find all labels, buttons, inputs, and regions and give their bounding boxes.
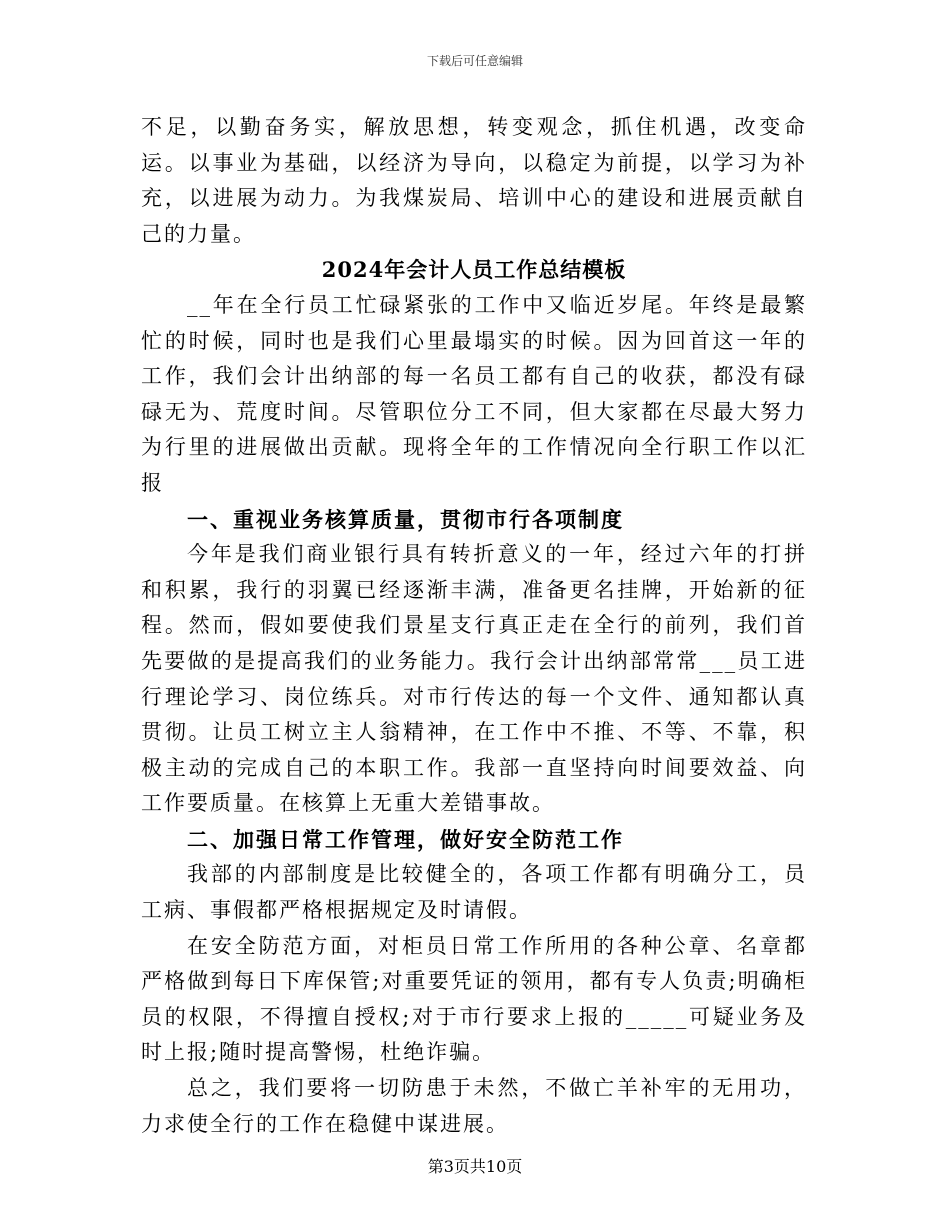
document-body — [141, 110, 807, 1142]
intro-paragraph: 不足，以勤奋务实，解放思想，转变观念，抓住机遇，改变命运。以事业为基础，以经济为导向，以稳定为前提，以学习为补充，以进展为动力。为我煤炭局、培训中心的建设和进展贡献自己的力量。 — [141, 115, 807, 246]
section-heading-2: 二、加强日常工作管理，做好安全防范工作 — [187, 826, 624, 852]
paragraph-3: 我部的内部制度是比较健全的，各项工作都有明确分工，员工病、事假都严格根据规定及时请假。 — [141, 862, 807, 923]
page-footer: 第3页共10页 — [427, 1157, 523, 1176]
section-heading-1: 一、重视业务核算质量，贯彻市行各项制度 — [187, 506, 624, 532]
document-title: 2024年会计人员工作总结模板 — [321, 257, 627, 283]
paragraph-4: 在安全防范方面，对柜员日常工作所用的各种公章、名章都严格做到每日下库保管;对重要凭证的领用，都有专人负责;明确柜员的权限，不得擅自授权;对于市行要求上报的_____可疑业务及时上报;随时提高警惕，杜绝诈骗。 — [141, 933, 807, 1065]
paragraph-1: __年在全行员工忙碌紧张的工作中又临近岁尾。年终是最繁忙的时候，同时也是我们心里最塌实的时候。因为回首这一年的工作，我们会计出纳部的每一名员工都有自己的收获，都没有碌碌无为、荒度时间。尽管职位分工不同，但大家都在尽最大努力为行里的进展做出贡献。现将全年的工作情况向全行职工作以汇报 — [141, 292, 807, 495]
page-header: 下载后可任意编辑 — [426, 54, 523, 68]
paragraph-2: 今年是我们商业银行具有转折意义的一年，经过六年的打拼和积累，我行的羽翼已经逐渐丰满，准备更名挂牌，开始新的征程。然而，假如要使我们景星支行真正走在全行的前列，我们首先要做的是提高我们的业务能力。我行会计出纳部常常___员工进行理论学习、岗位练兵。对市行传达的每一个文件、通知都认真贯彻。让员工树立主人翁精神，在工作中不推、不等、不靠，积极主动的完成自己的本职工作。我部一直坚持向时间要效益、向工作要质量。在核算上无重大差错事故。 — [141, 542, 807, 816]
paragraph-5: 总之，我们要将一切防患于未然，不做亡羊补牢的无用功，力求使全行的工作在稳健中谋进展。 — [141, 1076, 807, 1136]
